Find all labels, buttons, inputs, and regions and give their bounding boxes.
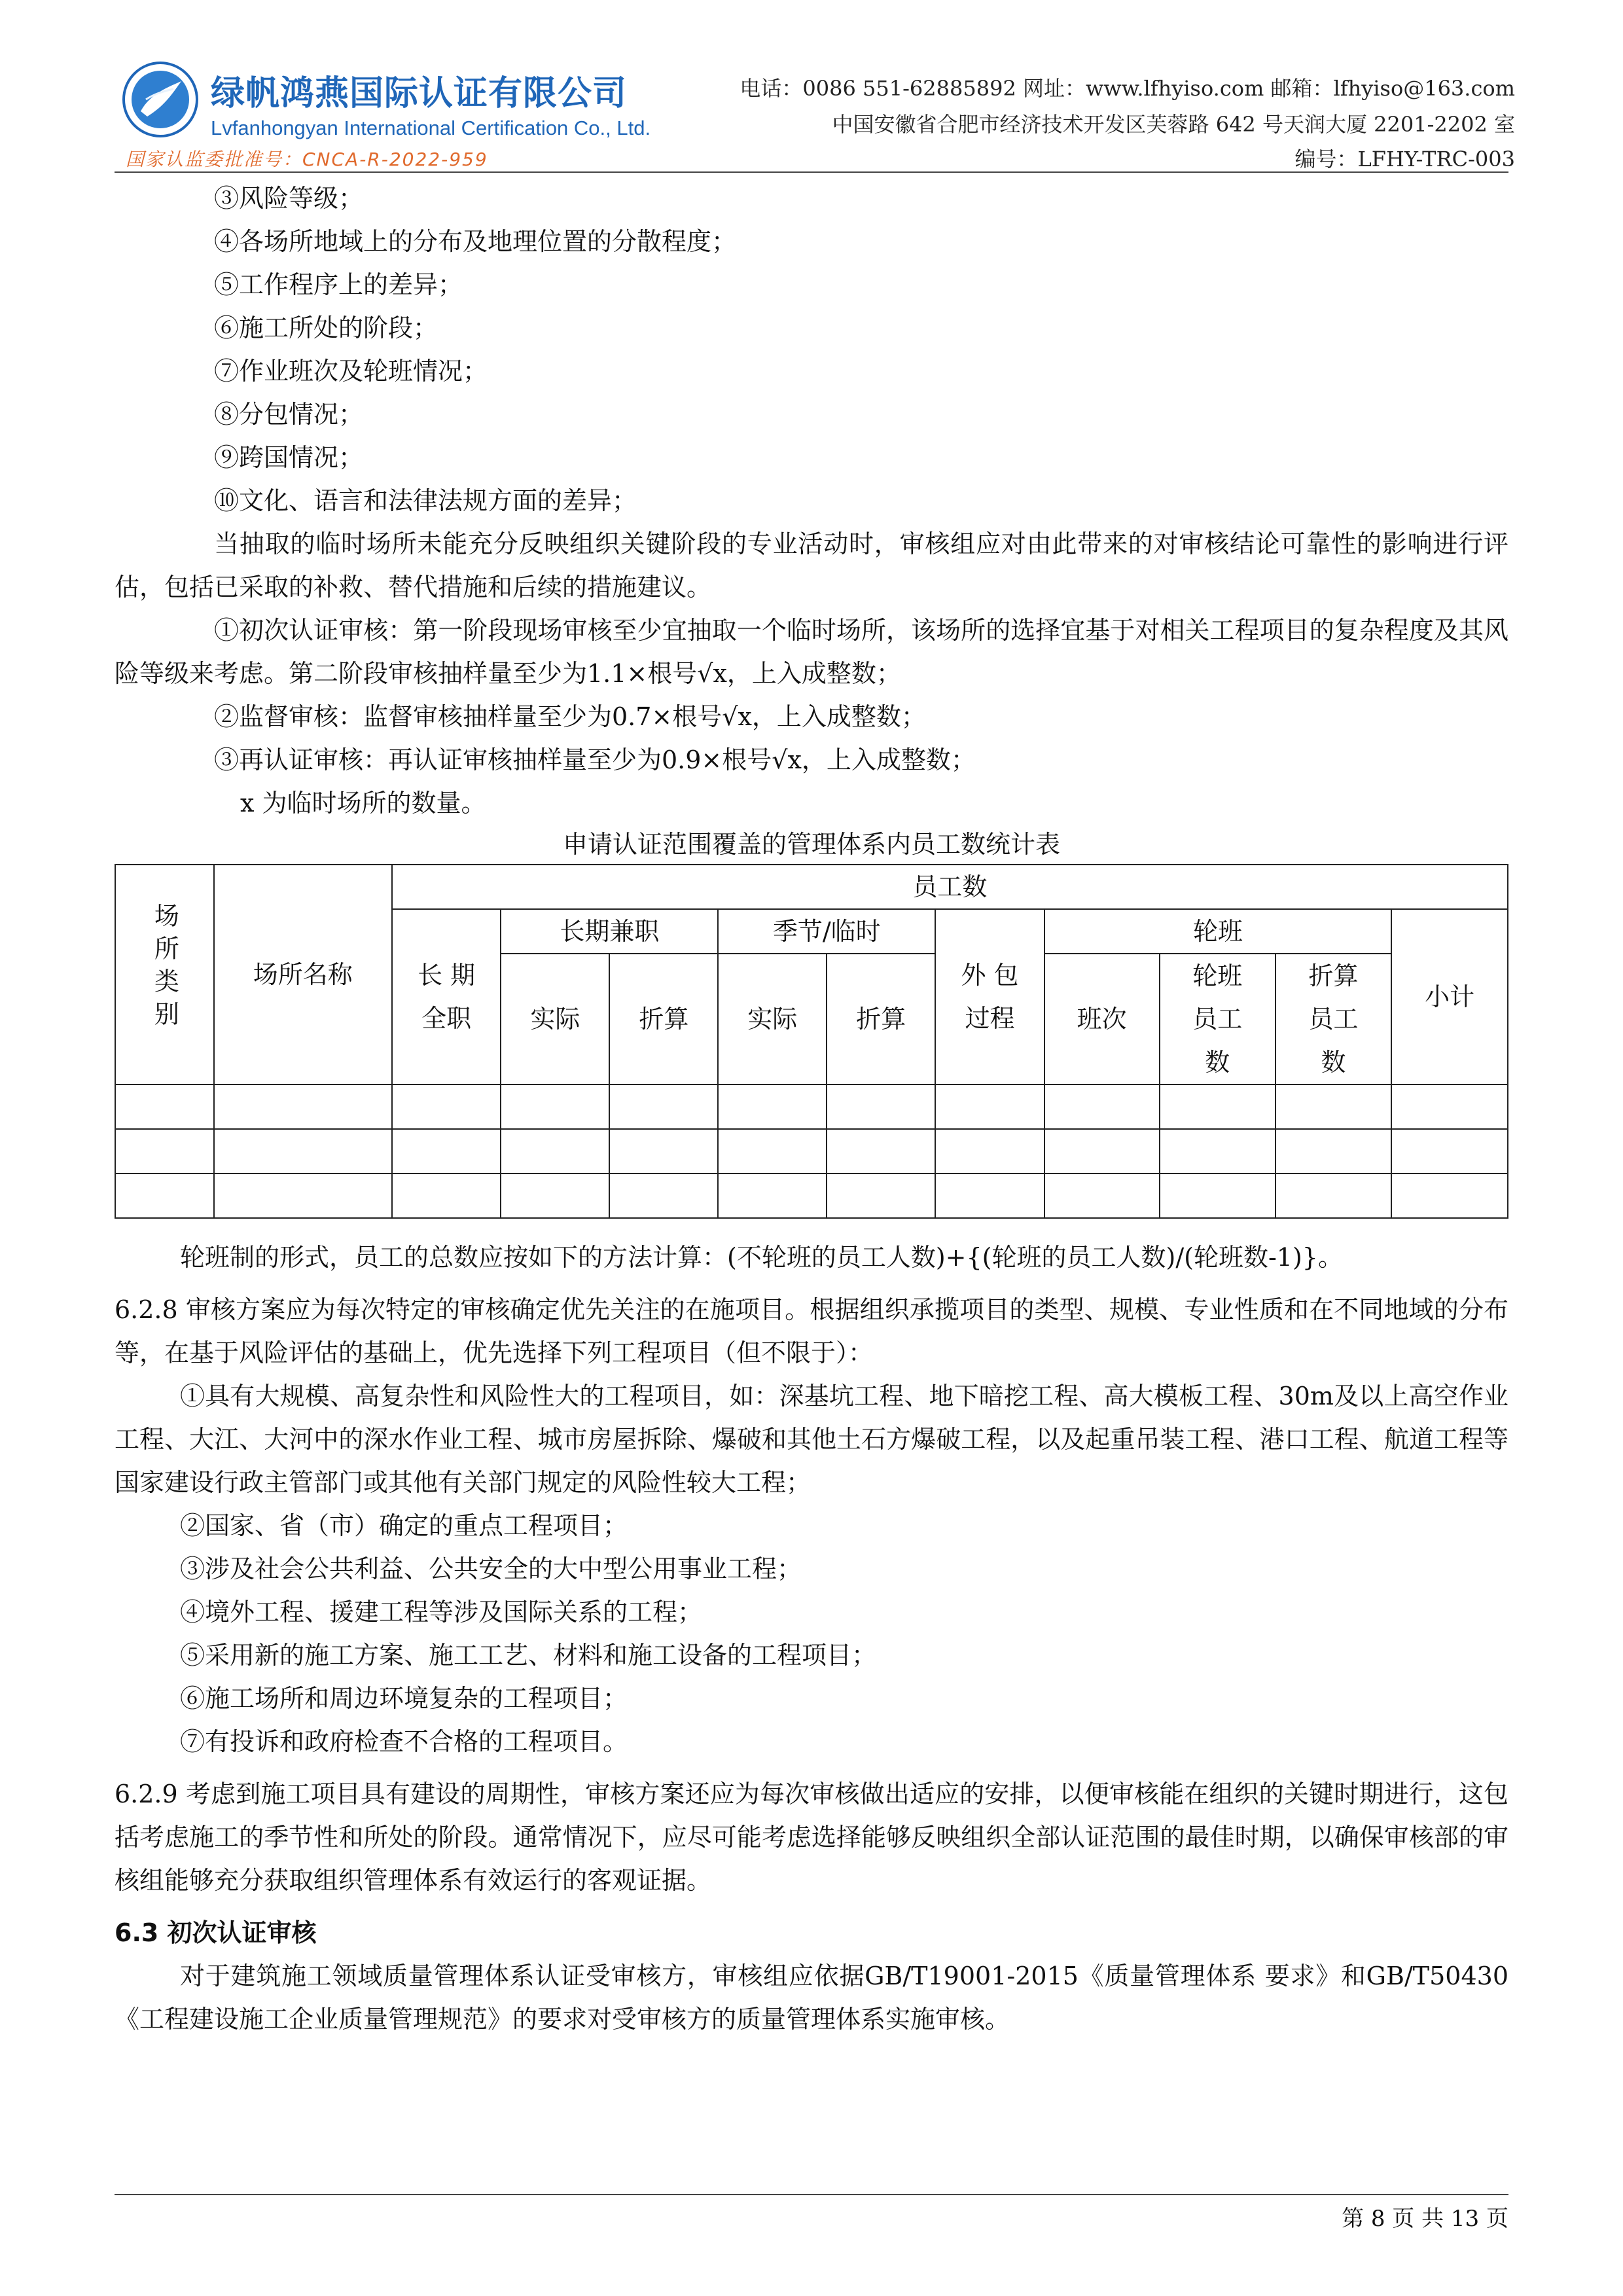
list-item: ②国家、省（市）确定的重点工程项目； xyxy=(180,1511,628,1540)
parttime-converted-header: 折算 xyxy=(609,954,718,1085)
page-header xyxy=(0,0,1623,177)
paragraph-shift-formula: 轮班制的形式，员工的总数应按如下的方法计算：(不轮班的员工人数)+{(轮班的员工人数)/(轮班数-1)}。 xyxy=(180,1243,1343,1272)
paragraph-x-definition: x 为临时场所的数量。 xyxy=(240,789,486,817)
document-number: 编号：LFHY-TRC-003 xyxy=(1294,147,1515,171)
long-fulltime-header: 长 期 全职 xyxy=(392,909,501,1085)
paragraph-initial-audit: ①初次认证审核：第一阶段现场审核至少宜抽取一个临时场所，该场所的选择宜基于对相关工程项目的复杂程度及其风险等级来考虑。第二阶段审核抽样量至少为1.1×根号√x，上入成整数； xyxy=(115,616,1508,688)
table-row xyxy=(115,1129,1508,1174)
section-heading-6-3: 6.3 初次认证审核 xyxy=(115,1918,317,1947)
list-item: ⑨跨国情况； xyxy=(214,443,364,472)
paragraph-6-2-9: 6.2.9 考虑到施工项目具有建设的周期性，审核方案还应为每次审核做出适应的安排，以便审核能在组织的关键时期进行，这包括考虑施工的季节性和所处的阶段。通常情况下，应尽可能考虑选择能够反映组织全部认证范围的最佳时期，以确保审核部的审核组能够充分获取组织管理体系有效运行的客观证据。 xyxy=(115,1780,1508,1895)
list-item: ⑧分包情况； xyxy=(214,400,364,429)
list-item: ⑩文化、语言和法律法规方面的差异； xyxy=(214,486,637,515)
site-type-header: 场所类别 xyxy=(115,865,214,1085)
table-row xyxy=(115,1085,1508,1129)
paragraph-6-2-8: 6.2.8 审核方案应为每次特定的审核确定优先关注的在施项目。根据组织承揽项目的类型、规模、专业性质和在不同地域的分布等，在基于风险评估的基础上，优先选择下列工程项目（但不限于）： xyxy=(115,1295,1508,1367)
list-item: ⑤工作程序上的差异； xyxy=(214,270,463,299)
shift-staff-header: 轮班员工数 xyxy=(1160,954,1275,1085)
company-name-cn: 绿帆鸿燕国际认证有限公司 xyxy=(211,74,628,113)
employee-stat-table xyxy=(115,864,1508,1219)
paragraph-6-3: 对于建筑施工领域质量管理体系认证受审核方，审核组应依据GB/T19001-2015《质量管理体系 要求》和GB/T50430《工程建设施工企业质量管理规范》的要求对受审核方的质量管理体系实施审核。 xyxy=(115,1962,1508,2034)
site-name-header: 场所名称 xyxy=(214,865,392,1085)
long-parttime-header: 长期兼职 xyxy=(501,909,718,954)
list-item: ⑥施工场所和周边环境复杂的工程项目； xyxy=(180,1684,628,1713)
list-item: ⑦有投诉和政府检查不合格的工程项目。 xyxy=(180,1727,628,1756)
shift-count-header: 班次 xyxy=(1044,954,1160,1085)
paragraph-surveillance-audit: ②监督审核：监督审核抽样量至少为0.7×根号√x，上入成整数； xyxy=(214,702,926,731)
paragraph-recert-audit: ③再认证审核：再认证审核抽样量至少为0.9×根号√x，上入成整数； xyxy=(214,745,976,774)
list-item: ⑦作业班次及轮班情况； xyxy=(214,357,488,386)
company-logo-icon xyxy=(121,60,200,139)
contact-address: 中国安徽省合肥市经济技术开发区芙蓉路 642 号天润大厦 2201-2202 室 xyxy=(832,112,1515,137)
table-title: 申请认证范围覆盖的管理体系内员工数统计表 xyxy=(562,830,1060,859)
page-number: 第 8 页 共 13 页 xyxy=(1342,2206,1508,2232)
employees-header: 员工数 xyxy=(392,865,1508,909)
footer-divider xyxy=(115,2194,1508,2195)
paragraph-temp-site: 当抽取的临时场所未能充分反映组织关键阶段的专业活动时，审核组应对由此带来的对审核结论可靠性的影响进行评估，包括已采取的补救、替代措施和后续的措施建议。 xyxy=(115,529,1508,601)
subtotal-header: 小计 xyxy=(1391,909,1508,1085)
header-divider xyxy=(115,171,1508,173)
seasonal-converted-header: 折算 xyxy=(827,954,935,1085)
seasonal-header: 季节/临时 xyxy=(718,909,935,954)
table-row xyxy=(115,1174,1508,1218)
list-item: ①具有大规模、高复杂性和风险性大的工程项目，如：深基坑工程、地下暗挖工程、高大模板工程、30m及以上高空作业工程、大江、大河中的深水作业工程、城市房屋拆除、爆破和其他土石方爆破工程，以及起重吊装工程、港口工程、航道工程等国家建设行政主管部门或其他有关部门规定的风险性较大工程； xyxy=(115,1382,1508,1497)
list-item: ④境外工程、援建工程等涉及国际关系的工程； xyxy=(180,1598,703,1626)
seasonal-actual-header: 实际 xyxy=(718,954,827,1085)
list-item: ④各场所地域上的分布及地理位置的分散程度； xyxy=(214,227,737,256)
converted-staff-header: 折算员工数 xyxy=(1275,954,1391,1085)
list-item: ③风险等级； xyxy=(214,184,364,213)
approval-number: 国家认监委批准号：CNCA-R-2022-959 xyxy=(126,149,488,170)
shift-header: 轮班 xyxy=(1044,909,1391,954)
company-name-en: Lvfanhongyan International Certification Co., Ltd. xyxy=(211,117,651,139)
list-item: ⑤采用新的施工方案、施工工艺、材料和施工设备的工程项目； xyxy=(180,1641,877,1670)
contact-phone-web-email: 电话：0086 551-62885892 网址：www.lfhyiso.com 邮箱：lfhyiso@163.com xyxy=(740,76,1515,101)
outsourced-header: 外 包 过程 xyxy=(935,909,1044,1085)
list-item: ⑥施工所处的阶段； xyxy=(214,314,438,342)
parttime-actual-header: 实际 xyxy=(501,954,609,1085)
list-item: ③涉及社会公共利益、公共安全的大中型公用事业工程； xyxy=(180,1554,802,1583)
document-body xyxy=(115,177,1508,2041)
